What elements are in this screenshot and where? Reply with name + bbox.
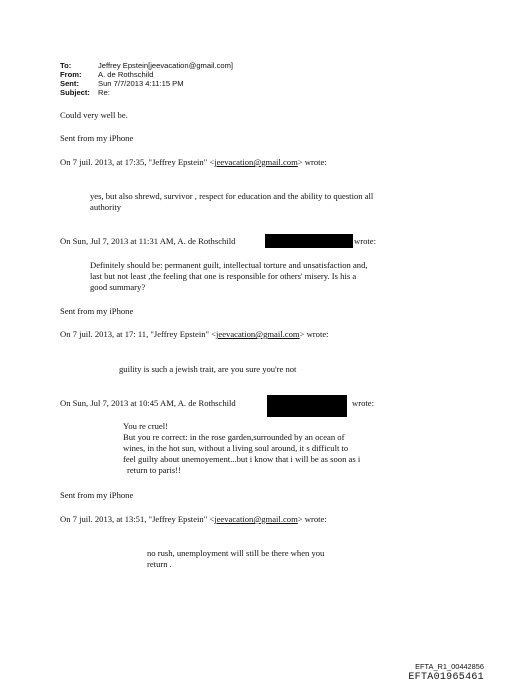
quote-header-2-wrote: wrote: xyxy=(354,236,376,246)
quote-1-line-2: authority xyxy=(90,202,122,212)
from-value: A. de Rothschild xyxy=(98,70,154,79)
quote-4-line-1: You re cruel! xyxy=(123,421,168,431)
quote-header-2: On Sun, Jul 7, 2013 at 11:31 AM, A. de Rothschild xyxy=(60,236,236,246)
redaction-box-2 xyxy=(267,395,347,417)
signature-2: Sent from my iPhone xyxy=(60,306,134,316)
quote-header-3: On 7 juil. 2013, at 17: 11, "Jeffrey Epstein" <jeevacation@gmail.com> wrote: xyxy=(60,329,329,339)
quote-header-1: On 7 juil. 2013, at 17:35, "Jeffrey Epstein" <jeevacation@gmail.com> wrote: xyxy=(60,157,327,167)
subject-value: Re: xyxy=(98,88,110,97)
signature-3: Sent from my iPhone xyxy=(60,490,134,500)
quote-header-4-wrote: wrote: xyxy=(352,398,374,408)
quote-header-4: On Sun, Jul 7, 2013 at 10:45 AM, A. de Rothschild xyxy=(60,398,236,408)
header-from xyxy=(60,70,153,79)
from-label: From: xyxy=(60,70,82,79)
to-label: To: xyxy=(60,61,72,70)
bates-number-2: EFTA01965461 xyxy=(408,672,484,683)
redaction-box-1 xyxy=(265,234,353,248)
quote-1-line-1: yes, but also shrewd, survivor , respect for education and the ability to question all xyxy=(90,191,374,201)
quote-5-line-2: return . xyxy=(147,559,172,569)
to-value: Jeffrey Epstein[jeevacation@gmail.com] xyxy=(98,61,234,70)
sent-value: Sun 7/7/2013 4:11:15 PM xyxy=(98,79,184,88)
signature-1: Sent from my iPhone xyxy=(60,133,134,143)
quote-2-line-1: Definitely should be: permanent guilt, intellectual torture and unsatisfaction and, xyxy=(90,260,368,270)
quote-2-line-2: last but not least ,the feeling that one is responsible for others' misery. Is his a xyxy=(90,271,357,281)
email-link-3[interactable]: jeevacation@gmail.com xyxy=(216,329,300,339)
header-subject xyxy=(60,88,110,97)
header-to xyxy=(60,61,233,70)
bates-number-1: EFTA_R1_00442856 xyxy=(415,662,484,671)
quote-4-line-3: wines, in the hot sun, without a living soul around, it s difficult to xyxy=(123,443,349,453)
quote-5-line-1: no rush, unemployment will still be there when you xyxy=(147,548,325,558)
email-link-5[interactable]: jeevacation@gmail.com xyxy=(214,514,298,524)
quote-header-5: On 7 juil. 2013, at 13:51, "Jeffrey Epstein" <jeevacation@gmail.com> wrote: xyxy=(60,514,327,524)
body-line-1: Could very well be. xyxy=(60,110,128,120)
subject-label: Subject: xyxy=(60,88,90,97)
quote-3-line-1: guility is such a jewish trait, are you sure you're not xyxy=(119,364,297,374)
email-link-1[interactable]: jeevacation@gmail.com xyxy=(214,157,298,167)
quote-4-line-4: feel guilty about unemoyement...but i know that i will be as soon as i xyxy=(123,454,361,464)
quote-2-line-3: good summary? xyxy=(90,282,146,292)
sent-label: Sent: xyxy=(60,79,79,88)
header-sent xyxy=(60,79,184,88)
quote-4-line-5: return to paris!! xyxy=(127,465,181,475)
quote-4-line-2: But you re correct: in the rose garden,surrounded by an ocean of xyxy=(123,432,345,442)
